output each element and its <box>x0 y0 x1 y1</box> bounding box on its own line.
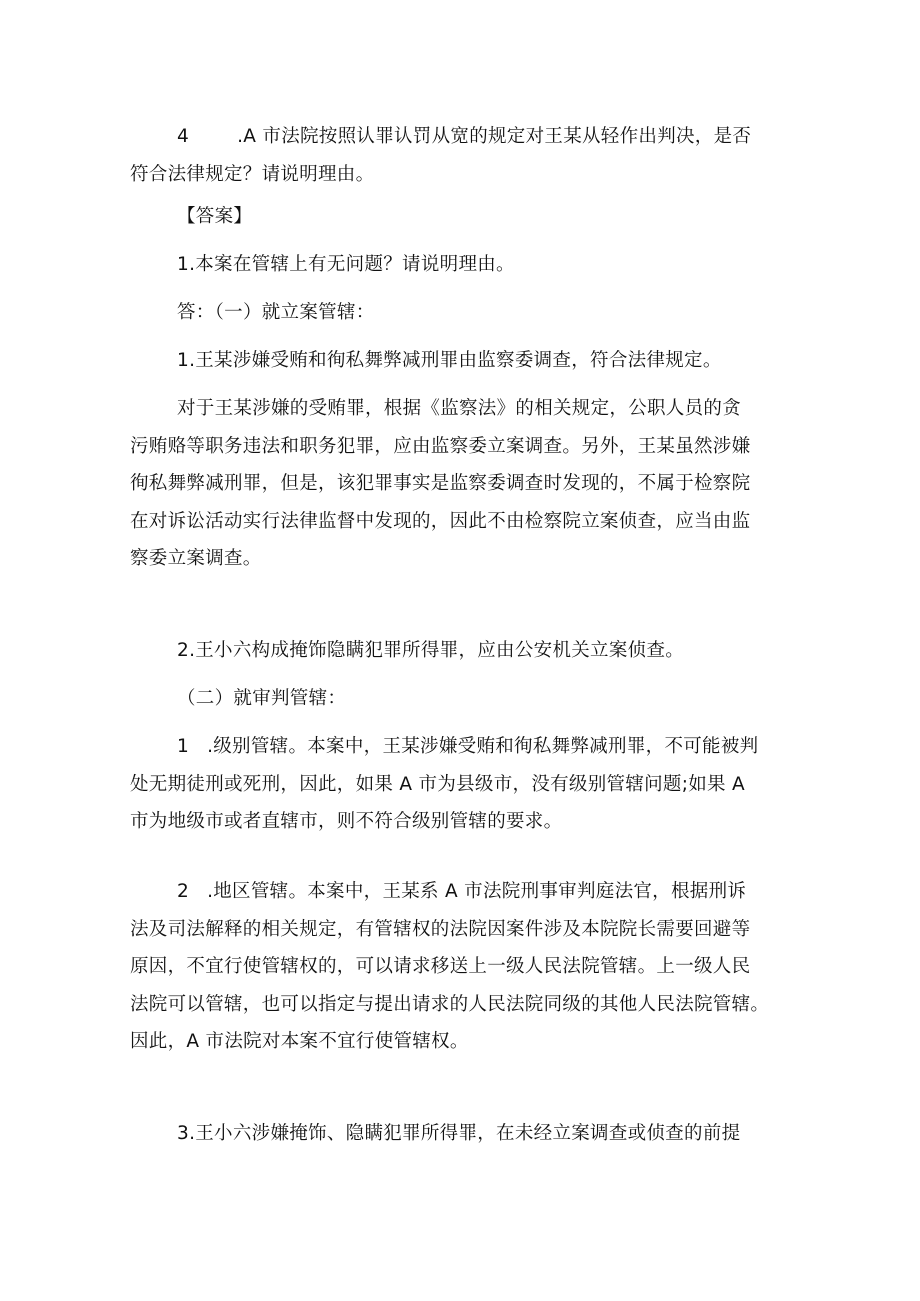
question-4-number: 4 <box>177 126 190 147</box>
question-4-line-2: 符合法律规定？请说明理由。 <box>130 163 375 185</box>
trial-jurisdiction-heading <box>130 680 800 718</box>
trial-jurisdiction-point-2-number: 2 <box>177 881 190 902</box>
trial-jurisdiction-point-2-line: 因此，A 市法院对本案不宜行使管辖权。 <box>130 1031 469 1052</box>
trial-jurisdiction-point-2-line: 法院可以管辖，也可以指定与提出请求的人民法院同级的其他人民法院管辖。 <box>130 993 770 1015</box>
filing-jurisdiction-point-2-text: 2.王小六构成掩饰隐瞒犯罪所得罪，应由公安机关立案侦查。 <box>177 640 685 661</box>
filing-jurisdiction-point-1 <box>130 342 800 380</box>
bribery-paragraph-line: 徇私舞弊减刑罪，但是，该犯罪事实是监察委调查时发现的，不属于检察院 <box>130 473 751 494</box>
bribery-paragraph-line: 察委立案调查。 <box>130 548 262 569</box>
trial-jurisdiction-point-2-line: 法及司法解释的相关规定，有管辖权的法院因案件涉及本院院长需要回避等 <box>130 918 751 940</box>
trial-jurisdiction-point-2-line: 原因，不宜行使管辖权的，可以请求移送上一级人民法院管辖。上一级人民 <box>130 956 751 977</box>
bribery-paragraph-line: 污贿赂等职务违法和职务犯罪，应由监察委立案调查。另外，王某虽然涉嫌 <box>130 435 751 457</box>
bribery-paragraph-line: 对于王某涉嫌的受贿罪，根据《监察法》的相关规定，公职人员的贪 <box>177 398 742 419</box>
trial-jurisdiction-point-3-text: 3.王小六涉嫌掩饰、隐瞒犯罪所得罪，在未经立案调查或侦查的前提 <box>177 1123 741 1144</box>
trial-jurisdiction-point-1-line: 处无期徒刑或死刑，因此，如果 A 市为县级市，没有级别管辖问题;如果 A <box>130 773 745 795</box>
trial-jurisdiction-point-1-line: .级别管辖。本案中，王某涉嫌受贿和徇私舞弊减刑罪，不可能被判 <box>207 736 759 757</box>
answer-heading <box>130 198 800 236</box>
filing-jurisdiction-point-2 <box>130 632 800 670</box>
question-4-line-1: .A 市法院按照认罪认罚从宽的规定对王某从轻作出判决，是否 <box>237 126 752 147</box>
question-4 <box>130 118 800 193</box>
filing-jurisdiction-point-1-text: 1.王某涉嫌受贿和徇私舞弊减刑罪由监察委调查，符合法律规定。 <box>177 350 722 371</box>
trial-jurisdiction-point-2-line: .地区管辖。本案中，王某系 A 市法院刑事审判庭法官，根据刑诉 <box>207 881 747 902</box>
trial-jurisdiction-point-3 <box>130 1115 800 1153</box>
trial-jurisdiction-point-1-line: 市为地级市或者直辖市，则不符合级别管辖的要求。 <box>130 811 563 832</box>
answer-intro-text: 答：（一）就立案管辖： <box>177 302 375 323</box>
trial-jurisdiction-point-1 <box>130 728 800 841</box>
answer-intro <box>130 294 800 332</box>
trial-jurisdiction-point-1-number: 1 <box>177 736 190 757</box>
bribery-paragraph-line: 在对诉讼活动实行法律监督中发现的，因此不由检察院立案侦查，应当由监 <box>130 510 751 532</box>
answer-heading-text: 【答案】 <box>177 206 253 227</box>
trial-jurisdiction-heading-text: （二）就审判管辖： <box>177 688 347 709</box>
question-1-restated-text: 1.本案在管辖上有无问题？请说明理由。 <box>177 254 515 275</box>
trial-jurisdiction-point-2 <box>130 873 800 1061</box>
question-1-restated <box>130 246 800 284</box>
bribery-paragraph <box>130 390 800 578</box>
